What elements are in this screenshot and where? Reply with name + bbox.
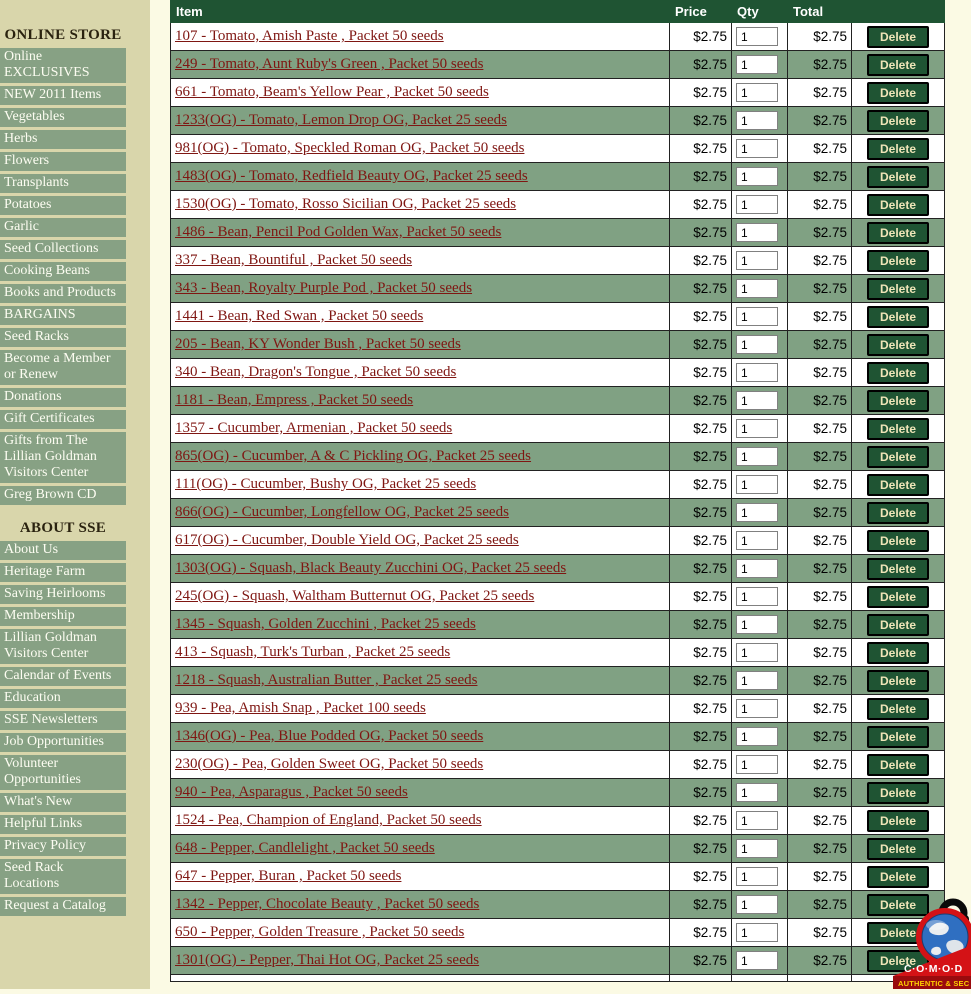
item-link[interactable]: 337 - Bean, Bountiful , Packet 50 seeds [175, 252, 413, 268]
price-cell: $2.75 [670, 359, 732, 387]
total-cell: $2.75 [788, 163, 852, 191]
total-cell: $2.75 [788, 779, 852, 807]
qty-input[interactable] [736, 251, 778, 270]
delete-button[interactable]: Delete [867, 110, 929, 132]
qty-input[interactable] [736, 587, 778, 606]
item-link[interactable]: 1530(OG) - Tomato, Rosso Sicilian OG, Packet 25 seeds [175, 196, 517, 212]
sidebar-item[interactable]: Cooking Beans [0, 262, 126, 281]
total-cell: $2.75 [788, 639, 852, 667]
qty-input[interactable] [736, 643, 778, 662]
total-cell: $2.75 [788, 51, 852, 79]
sidebar-item[interactable]: Seed Rack Locations [0, 859, 126, 894]
delete-button[interactable]: Delete [867, 614, 929, 636]
table-row [171, 611, 945, 639]
delete-button[interactable]: Delete [867, 866, 929, 888]
total-cell: $2.75 [788, 23, 852, 51]
table-row [171, 807, 945, 835]
sidebar-item[interactable]: Herbs [0, 130, 126, 149]
price-cell: $2.75 [670, 51, 732, 79]
price-cell: $2.75 [670, 23, 732, 51]
delete-button[interactable]: Delete [867, 726, 929, 748]
delete-button[interactable]: Delete [867, 250, 929, 272]
price-cell: $2.75 [670, 555, 732, 583]
qty-input[interactable] [736, 755, 778, 774]
table-row [171, 499, 945, 527]
price-cell: $2.75 [670, 947, 732, 975]
sidebar-item[interactable]: Membership [0, 607, 126, 626]
qty-input[interactable] [736, 335, 778, 354]
sidebar-item[interactable]: Heritage Farm [0, 563, 126, 582]
item-link[interactable]: 661 - Tomato, Beam's Yellow Pear , Packet 50 seeds [175, 84, 489, 100]
delete-button[interactable]: Delete [867, 82, 929, 104]
price-cell: $2.75 [670, 611, 732, 639]
delete-button[interactable]: Delete [867, 754, 929, 776]
delete-button[interactable]: Delete [867, 278, 929, 300]
table-row [171, 919, 945, 947]
price-cell: $2.75 [670, 667, 732, 695]
qty-input[interactable] [736, 615, 778, 634]
sidebar-item[interactable]: Education [0, 689, 126, 708]
price-cell: $2.75 [670, 863, 732, 891]
sidebar-item[interactable]: Lillian Goldman Visitors Center [0, 629, 126, 664]
total-cell: $2.75 [788, 611, 852, 639]
qty-input[interactable] [736, 307, 778, 326]
table-row [171, 275, 945, 303]
col-header-total: Total [788, 1, 852, 23]
sidebar [0, 0, 150, 989]
sidebar-item[interactable]: Garlic [0, 218, 126, 237]
delete-button[interactable]: Delete [867, 54, 929, 76]
delete-button[interactable]: Delete [867, 334, 929, 356]
sidebar-item[interactable]: Request a Catalog [0, 897, 126, 916]
total-cell: $2.75 [788, 359, 852, 387]
table-row [171, 639, 945, 667]
price-cell: $2.75 [670, 751, 732, 779]
price-cell: $2.75 [670, 163, 732, 191]
item-link[interactable]: 1441 - Bean, Red Swan , Packet 50 seeds [175, 308, 424, 324]
price-cell: $2.75 [670, 471, 732, 499]
sidebar-item[interactable]: Potatoes [0, 196, 126, 215]
price-cell: $2.75 [670, 387, 732, 415]
total-cell: $2.75 [788, 835, 852, 863]
total-cell: $2.75 [788, 331, 852, 359]
qty-input[interactable] [736, 531, 778, 550]
table-row [171, 247, 945, 275]
delete-button[interactable]: Delete [867, 642, 929, 664]
qty-input[interactable] [736, 839, 778, 858]
table-header-row [171, 1, 945, 23]
seal-brand: C·O·M·O·D [904, 963, 963, 975]
price-cell: $2.75 [670, 79, 732, 107]
delete-button[interactable]: Delete [867, 558, 929, 580]
qty-input[interactable] [736, 55, 778, 74]
qty-input[interactable] [736, 559, 778, 578]
total-cell: $2.75 [788, 275, 852, 303]
sidebar-item[interactable]: Flowers [0, 152, 126, 171]
sidebar-item[interactable]: Helpful Links [0, 815, 126, 834]
sidebar-item[interactable]: About Us [0, 541, 126, 560]
table-row [171, 527, 945, 555]
total-cell: $2.75 [788, 863, 852, 891]
delete-button[interactable]: Delete [867, 838, 929, 860]
item-link[interactable]: 1524 - Pea, Champion of England, Packet 50 seeds [175, 812, 482, 828]
item-link[interactable]: 1346(OG) - Pea, Blue Podded OG, Packet 50 seeds [175, 728, 484, 744]
price-cell: $2.75 [670, 807, 732, 835]
total-cell: $2.75 [788, 247, 852, 275]
table-row [171, 723, 945, 751]
sidebar-item[interactable]: Books and Products [0, 284, 126, 303]
total-cell: $2.75 [788, 527, 852, 555]
price-cell: $2.75 [670, 527, 732, 555]
table-row [171, 555, 945, 583]
item-link[interactable]: 1483(OG) - Tomato, Redfield Beauty OG, Packet 25 seeds [175, 168, 528, 184]
price-cell: $2.75 [670, 639, 732, 667]
sidebar-item[interactable]: Saving Heirlooms [0, 585, 126, 604]
sidebar-item[interactable]: Gifts from The Lillian Goldman Visitors Center [0, 432, 126, 483]
price-cell: $2.75 [670, 415, 732, 443]
total-cell: $2.75 [788, 667, 852, 695]
qty-input[interactable] [736, 139, 778, 158]
delete-button[interactable]: Delete [867, 698, 929, 720]
qty-input[interactable] [736, 195, 778, 214]
qty-input[interactable] [736, 363, 778, 382]
table-row [171, 695, 945, 723]
price-cell: $2.75 [670, 135, 732, 163]
qty-input[interactable] [736, 727, 778, 746]
delete-button[interactable]: Delete [867, 194, 929, 216]
price-cell: $2.75 [670, 443, 732, 471]
sidebar-section-title-about: ABOUT SSE [19, 520, 107, 536]
qty-input[interactable] [736, 951, 778, 970]
item-link[interactable]: 343 - Bean, Royalty Purple Pod , Packet 50 seeds [175, 280, 473, 296]
price-cell: $2.75 [670, 695, 732, 723]
table-row [171, 359, 945, 387]
table-row [171, 331, 945, 359]
item-link[interactable]: 340 - Bean, Dragon's Tongue , Packet 50 seeds [175, 364, 457, 380]
item-link[interactable]: 981(OG) - Tomato, Speckled Roman OG, Packet 50 seeds [175, 140, 525, 156]
delete-button[interactable]: Delete [867, 418, 929, 440]
delete-button[interactable]: Delete [867, 810, 929, 832]
total-cell: $2.75 [788, 79, 852, 107]
item-link[interactable]: 1357 - Cucumber, Armenian , Packet 50 seeds [175, 420, 453, 436]
total-cell: $2.75 [788, 891, 852, 919]
price-cell: $2.75 [670, 191, 732, 219]
delete-button[interactable]: Delete [867, 26, 929, 48]
qty-input[interactable] [736, 475, 778, 494]
total-cell: $2.75 [788, 695, 852, 723]
total-cell: $2.75 [788, 723, 852, 751]
sidebar-item[interactable]: BARGAINS [0, 306, 126, 325]
item-link[interactable]: 230(OG) - Pea, Golden Sweet OG, Packet 50 seeds [175, 756, 484, 772]
item-link[interactable]: 1342 - Pepper, Chocolate Beauty , Packet 50 seeds [175, 896, 480, 912]
sidebar-item[interactable]: Greg Brown CD [0, 486, 126, 505]
total-cell: $2.75 [788, 219, 852, 247]
sidebar-item[interactable]: Online EXCLUSIVES [0, 48, 126, 83]
price-cell: $2.75 [670, 275, 732, 303]
total-cell: $2.75 [788, 443, 852, 471]
total-cell: $2.75 [788, 919, 852, 947]
item-link[interactable]: 1301(OG) - Pepper, Thai Hot OG, Packet 25 seeds [175, 952, 480, 968]
item-link[interactable]: 940 - Pea, Asparagus , Packet 50 seeds [175, 784, 408, 800]
sidebar-item[interactable]: NEW 2011 Items [0, 86, 126, 105]
table-row [171, 23, 945, 51]
qty-input[interactable] [736, 671, 778, 690]
seal-tagline: AUTHENTIC & SEC [898, 979, 970, 988]
sidebar-item[interactable]: What's New [0, 793, 126, 812]
item-link[interactable]: 249 - Tomato, Aunt Ruby's Green , Packet 50 seeds [175, 56, 484, 72]
qty-input[interactable] [736, 167, 778, 186]
table-row [171, 863, 945, 891]
total-cell: $2.75 [788, 387, 852, 415]
total-cell: $2.75 [788, 191, 852, 219]
qty-input[interactable] [736, 111, 778, 130]
total-cell: $2.75 [788, 471, 852, 499]
table-row [171, 975, 945, 982]
delete-button[interactable]: Delete [867, 922, 929, 944]
price-cell: $2.75 [670, 779, 732, 807]
delete-button[interactable]: Delete [867, 446, 929, 468]
total-cell: $2.75 [788, 415, 852, 443]
sidebar-item[interactable]: Privacy Policy [0, 837, 126, 856]
price-cell: $2.75 [670, 499, 732, 527]
col-header-price: Price [670, 1, 732, 23]
delete-button[interactable]: Delete [867, 586, 929, 608]
sidebar-item[interactable]: Seed Collections [0, 240, 126, 259]
item-link[interactable]: 111(OG) - Cucumber, Bushy OG, Packet 25 seeds [175, 476, 477, 492]
delete-button[interactable]: Delete [867, 950, 929, 972]
table-row [171, 443, 945, 471]
item-link[interactable]: 1233(OG) - Tomato, Lemon Drop OG, Packet 25 seeds [175, 112, 507, 128]
table-row [171, 135, 945, 163]
qty-input[interactable] [736, 811, 778, 830]
sidebar-item[interactable]: SSE Newsletters [0, 711, 126, 730]
total-cell: $2.75 [788, 947, 852, 975]
item-link[interactable]: 617(OG) - Cucumber, Double Yield OG, Packet 25 seeds [175, 532, 519, 548]
qty-input[interactable] [736, 447, 778, 466]
total-cell: $2.75 [788, 303, 852, 331]
qty-input[interactable] [736, 27, 778, 46]
table-row [171, 51, 945, 79]
item-link[interactable]: 205 - Bean, KY Wonder Bush , Packet 50 seeds [175, 336, 461, 352]
price-cell: $2.75 [670, 919, 732, 947]
delete-button[interactable]: Delete [867, 782, 929, 804]
table-row [171, 415, 945, 443]
price-cell: $2.75 [670, 891, 732, 919]
total-cell: $2.75 [788, 751, 852, 779]
sidebar-item[interactable]: Job Opportunities [0, 733, 126, 752]
total-cell: $2.75 [788, 555, 852, 583]
price-cell: $2.75 [670, 583, 732, 611]
delete-button[interactable]: Delete [867, 362, 929, 384]
qty-input[interactable] [736, 279, 778, 298]
delete-button[interactable]: Delete [867, 502, 929, 524]
table-row [171, 779, 945, 807]
delete-button[interactable]: Delete [867, 222, 929, 244]
qty-input[interactable] [736, 783, 778, 802]
comodo-seal[interactable] [893, 897, 971, 989]
sidebar-item[interactable]: Vegetables [0, 108, 126, 127]
price-cell: $2.75 [670, 331, 732, 359]
price-cell: $2.75 [670, 835, 732, 863]
sidebar-item[interactable]: Calendar of Events [0, 667, 126, 686]
sidebar-item[interactable]: Seed Racks [0, 328, 126, 347]
table-row [171, 303, 945, 331]
item-link[interactable]: 647 - Pepper, Buran , Packet 50 seeds [175, 868, 402, 884]
delete-button[interactable]: Delete [867, 670, 929, 692]
price-cell: $2.75 [670, 107, 732, 135]
table-row [171, 667, 945, 695]
col-header-delete [852, 1, 945, 23]
item-link[interactable]: 245(OG) - Squash, Waltham Butternut OG, Packet 25 seeds [175, 588, 535, 604]
table-row [171, 891, 945, 919]
delete-button[interactable]: Delete [867, 530, 929, 552]
qty-input[interactable] [736, 895, 778, 914]
qty-input[interactable] [736, 923, 778, 942]
col-header-item: Item [171, 1, 670, 23]
sidebar-item[interactable]: Become a Member or Renew [0, 350, 126, 385]
delete-button[interactable]: Delete [867, 474, 929, 496]
item-link[interactable]: 650 - Pepper, Golden Treasure , Packet 50 seeds [175, 924, 465, 940]
qty-input[interactable] [736, 419, 778, 438]
table-row [171, 751, 945, 779]
item-link[interactable]: 1218 - Squash, Australian Butter , Packet 25 seeds [175, 672, 478, 688]
item-link[interactable]: 1303(OG) - Squash, Black Beauty Zucchini OG, Packet 25 seeds [175, 560, 567, 576]
sidebar-item[interactable]: Donations [0, 388, 126, 407]
item-link[interactable]: 413 - Squash, Turk's Turban , Packet 25 seeds [175, 644, 451, 660]
delete-button[interactable]: Delete [867, 138, 929, 160]
price-cell: $2.75 [670, 723, 732, 751]
table-row [171, 387, 945, 415]
delete-button[interactable]: Delete [867, 390, 929, 412]
sidebar-item[interactable]: Transplants [0, 174, 126, 193]
item-link[interactable]: 865(OG) - Cucumber, A & C Pickling OG, Packet 25 seeds [175, 448, 532, 464]
table-row [171, 79, 945, 107]
sidebar-nav-store [0, 48, 150, 505]
item-link[interactable]: 1486 - Bean, Pencil Pod Golden Wax, Packet 50 seeds [175, 224, 502, 240]
qty-input[interactable] [736, 391, 778, 410]
qty-input[interactable] [736, 867, 778, 886]
price-cell: $2.75 [670, 247, 732, 275]
qty-input[interactable] [736, 223, 778, 242]
table-row [171, 191, 945, 219]
table-row [171, 163, 945, 191]
delete-button[interactable]: Delete [867, 306, 929, 328]
table-row [171, 471, 945, 499]
price-cell: $2.75 [670, 303, 732, 331]
total-cell: $2.75 [788, 107, 852, 135]
sidebar-item[interactable]: Gift Certificates [0, 410, 126, 429]
sidebar-section-title-store: ONLINE STORE [4, 27, 122, 43]
qty-input[interactable] [736, 699, 778, 718]
item-link[interactable]: 1345 - Squash, Golden Zucchini , Packet 25 seeds [175, 616, 476, 632]
total-cell: $2.75 [788, 807, 852, 835]
total-cell: $2.75 [788, 499, 852, 527]
delete-button[interactable]: Delete [867, 894, 929, 916]
price-cell: $2.75 [670, 219, 732, 247]
table-row [171, 219, 945, 247]
delete-button[interactable]: Delete [867, 166, 929, 188]
item-link[interactable]: 1181 - Bean, Empress , Packet 50 seeds [175, 392, 414, 408]
table-row [171, 583, 945, 611]
item-link[interactable]: 107 - Tomato, Amish Paste , Packet 50 seeds [175, 28, 444, 44]
cart-table [170, 0, 945, 982]
table-row [171, 835, 945, 863]
col-header-qty: Qty [732, 1, 788, 23]
item-link[interactable]: 866(OG) - Cucumber, Longfellow OG, Packet 25 seeds [175, 504, 509, 520]
sidebar-nav-about [0, 541, 150, 916]
qty-input[interactable] [736, 83, 778, 102]
table-row [171, 107, 945, 135]
total-cell: $2.75 [788, 583, 852, 611]
table-row [171, 947, 945, 975]
sidebar-item[interactable]: Volunteer Opportunities [0, 755, 126, 790]
item-link[interactable]: 648 - Pepper, Candlelight , Packet 50 seeds [175, 840, 435, 856]
total-cell: $2.75 [788, 135, 852, 163]
qty-input[interactable] [736, 503, 778, 522]
item-link[interactable]: 939 - Pea, Amish Snap , Packet 100 seeds [175, 700, 426, 716]
